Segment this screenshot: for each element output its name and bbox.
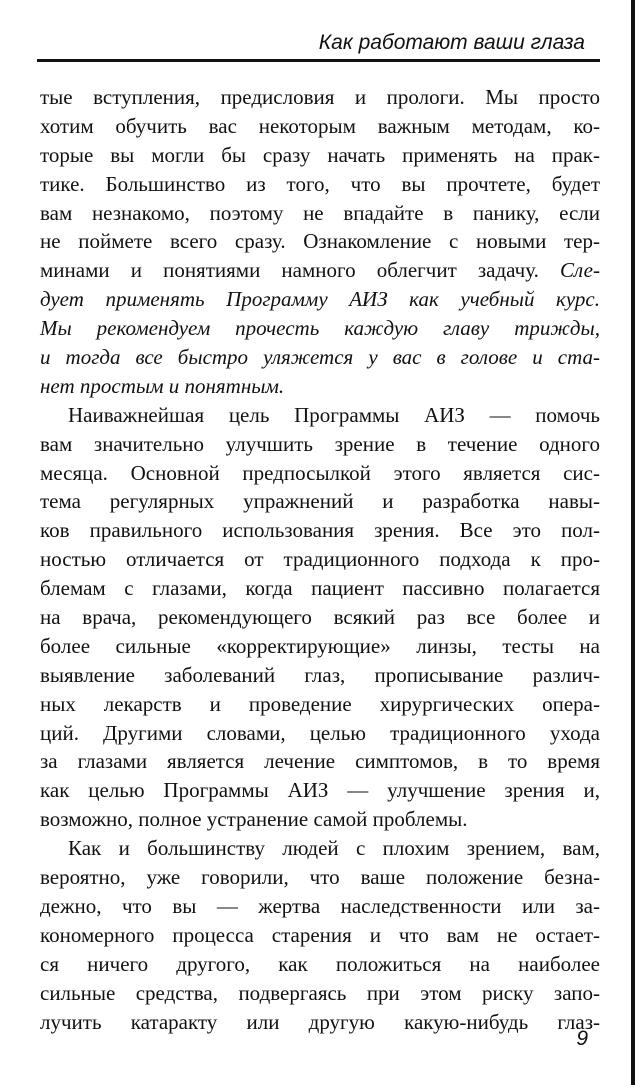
header-rule	[37, 59, 600, 62]
body-text	[40, 83, 600, 1036]
text-segment: ных лекарств и проведение хирургических опера-	[40, 691, 600, 716]
text-segment: лучить катаракту или другую какую-нибудь глаз-	[40, 1009, 600, 1034]
page-edge	[631, 0, 635, 1085]
text-segment: тема регулярных упражнений и разработка навы-	[40, 489, 600, 514]
text-segment: тые вступления, предисловия и прологи. Мы просто	[40, 85, 600, 109]
text-line	[40, 632, 600, 661]
text-line	[40, 805, 600, 834]
text-line	[40, 950, 600, 979]
text-line	[40, 545, 600, 574]
text-segment: ций. Другими словами, целью традиционного ухода	[40, 720, 600, 745]
text-line	[40, 285, 600, 314]
text-segment: как целью Программы АИЗ — улучшение зрения и,	[40, 778, 600, 803]
text-line	[40, 83, 600, 112]
text-line	[40, 459, 600, 488]
text-segment: возможно, полное устранение самой проблемы.	[40, 807, 468, 832]
text-segment: минами и понятиями намного облегчит задачу.	[40, 258, 560, 283]
text-segment: более сильные «корректирующие» линзы, тесты на	[40, 633, 600, 658]
text-segment: вам значительно улучшить зрение в течение одного	[40, 431, 600, 456]
text-segment: блемам с глазами, когда пациент пассивно полагается	[40, 576, 600, 601]
text-segment: дежно, что вы — жертва наследственности или за-	[40, 893, 600, 918]
text-line	[40, 112, 600, 141]
text-line	[40, 892, 600, 921]
text-line	[40, 690, 600, 719]
page-number: 9	[576, 1027, 588, 1050]
text-segment: Наиважнейшая цель Программы АИЗ — помочь	[68, 402, 600, 427]
text-line	[40, 372, 600, 401]
text-line	[40, 719, 600, 748]
text-line	[40, 199, 600, 228]
text-line	[40, 516, 600, 545]
text-segment: выявление заболеваний глаз, прописывание различ-	[40, 662, 600, 687]
italic-text: Мы рекомендуем прочесть каждую главу трижды,	[40, 316, 600, 341]
text-line	[40, 979, 600, 1008]
text-segment: сильные средства, подвергаясь при этом риску запо-	[40, 980, 600, 1005]
text-line	[40, 256, 600, 285]
text-segment: вам незнакомо, поэтому не впадайте в панику, если	[40, 200, 600, 225]
italic-text: и тогда все быстро уляжется у вас в голове и ста-	[40, 345, 600, 370]
text-line	[40, 574, 600, 603]
text-segment: месяца. Основной предпосылкой этого является сис-	[40, 460, 600, 485]
text-segment: не поймете всего сразу. Ознакомление с новыми тер-	[40, 229, 600, 254]
italic-text: Сле-	[559, 258, 600, 283]
text-segment: вероятно, уже говорили, что ваше положение безна-	[40, 865, 600, 890]
text-segment: ностью отличается от традиционного подхода к про-	[40, 547, 600, 572]
text-segment: на врача, рекомендующего всякий раз все более и	[40, 605, 600, 630]
text-line	[40, 141, 600, 170]
text-line	[40, 487, 600, 516]
text-segment: за глазами является лечение симптомов, в то время	[40, 749, 600, 774]
text-line	[40, 776, 600, 805]
running-header-title: Как работают ваши глаза	[318, 31, 585, 54]
text-segment: хотим обучить вас некоторым важным методам, ко-	[40, 113, 600, 138]
text-segment: торые вы могли бы сразу начать применять на прак-	[40, 142, 600, 167]
text-line	[40, 170, 600, 199]
text-line	[40, 343, 600, 372]
text-segment: кономерного процесса старения и что вам не остает-	[40, 922, 600, 947]
text-line	[40, 921, 600, 950]
text-line	[40, 834, 600, 863]
text-line	[40, 661, 600, 690]
text-segment: ков правильного использования зрения. Все это пол-	[40, 518, 600, 543]
text-line	[40, 314, 600, 343]
text-line	[40, 227, 600, 256]
text-line	[40, 863, 600, 892]
text-line	[40, 603, 600, 632]
text-segment: ся ничего другого, как положиться на наиболее	[40, 951, 600, 976]
text-segment: Как и большинству людей с плохим зрением, вам,	[68, 836, 600, 861]
text-line	[40, 747, 600, 776]
text-line	[40, 401, 600, 430]
italic-text: дует применять Программу АИЗ как учебный курс.	[40, 287, 600, 312]
text-line	[40, 430, 600, 459]
text-segment: тике. Большинство из того, что вы прочтете, будет	[40, 171, 600, 196]
italic-text: нет простым и понятным.	[40, 373, 285, 398]
text-line	[40, 1008, 600, 1037]
